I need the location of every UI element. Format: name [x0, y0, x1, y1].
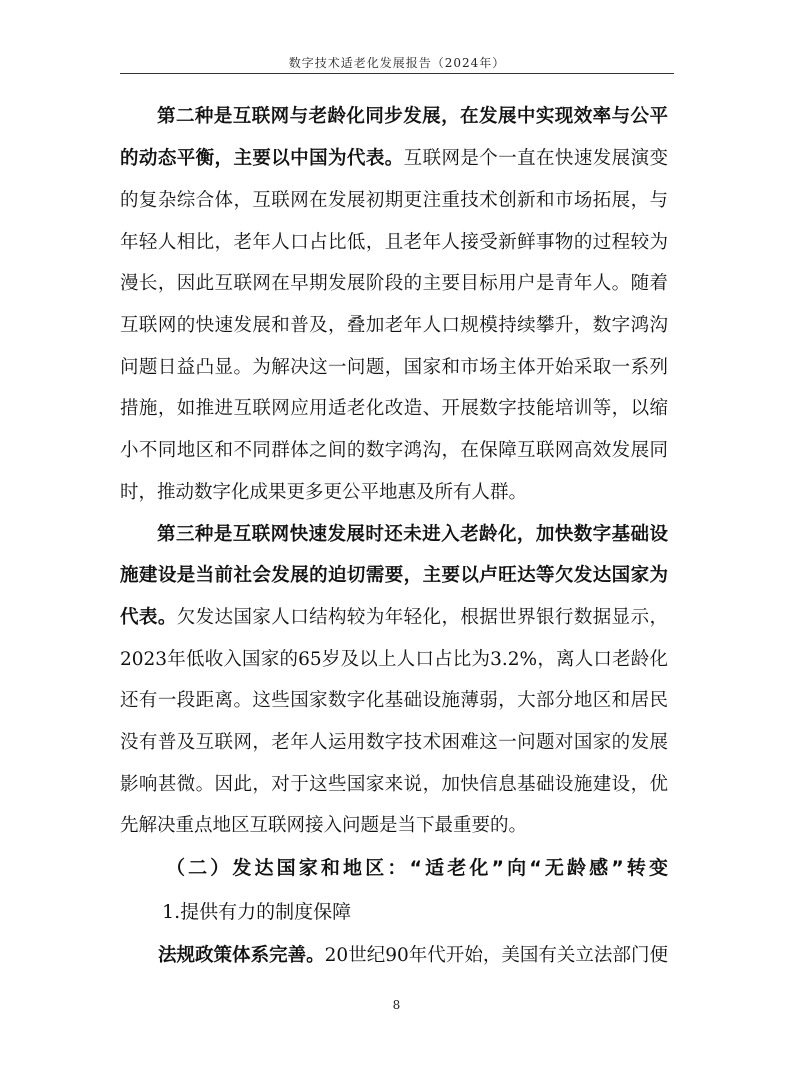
paragraph-1-line-1: 第二种是互联网与老龄化同步发展，在发展中实现效率与公平 [157, 106, 668, 127]
paragraph-1-bold-lead: 的动态平衡，主要以中国为代表。 [120, 148, 404, 169]
paragraph-3-line-1 [158, 947, 668, 966]
paragraph-3-bold-lead: 法规政策体系完善。 [158, 945, 325, 966]
paragraph-2-line-2: 施建设是当前社会发展的迫切需要，主要以卢旺达等欠发达国家为 [120, 565, 668, 586]
subheading: 1.提供有力的制度保障 [162, 901, 352, 923]
running-header: 数字技术适老化发展报告（2024年） [288, 56, 506, 70]
paragraph-2-line-1: 第三种是互联网快速发展时还未进入老龄化，加快数字基础设 [157, 524, 668, 545]
paragraph-1-line-2-text: 互联网是个一直在快速发展演变 [403, 148, 668, 169]
paragraph-1-line-10: 时，推动数字化成果更多更公平地惠及所有人群。 [120, 482, 528, 503]
paragraph-2-bold-lead: 代表。 [120, 607, 177, 628]
paragraph-2-line-3 [120, 609, 668, 628]
paragraph-2-line-5: 还有一段距离。这些国家数字化基础设施薄弱，大部分地区和居民 [120, 690, 668, 711]
paragraph-2-line-7: 影响甚微。因此，对于这些国家来说，加快信息基础设施建设，优 [120, 774, 668, 795]
paragraph-1-line-8: 措施，如推进互联网应用适老化改造、开展数字技能培训等，以缩 [120, 398, 668, 419]
paragraph-2-line-4: 2023年低收入国家的65岁及以上人口占比为3.2%，离人口老龄化 [120, 649, 668, 670]
paragraph-2-line-3-text: 欠发达国家人口结构较为年轻化，根据世界银行数据显示， [176, 607, 668, 628]
paragraph-1-line-3: 的复杂综合体，互联网在发展初期更注重技术创新和市场拓展，与 [120, 190, 668, 211]
paragraph-1-line-7: 问题日益凸显。为解决这一问题，国家和市场主体开始采取一系列 [120, 357, 668, 378]
paragraph-1-line-4: 年轻人相比，老年人口占比低，且老年人接受新鲜事物的过程较为 [120, 232, 668, 253]
paragraph-2-line-6: 没有普及互联网，老年人运用数字技术困难这一问题对国家的发展 [120, 732, 668, 753]
page-number: 8 [392, 998, 401, 1012]
paragraph-1-line-9: 小不同地区和不同群体之间的数字鸿沟，在保障互联网高效发展同 [120, 440, 668, 461]
paragraph-3-line-1-text: 20世纪90年代开始，美国有关立法部门便 [324, 945, 668, 966]
paragraph-2-line-8: 先解决重点地区互联网接入问题是当下最重要的。 [120, 815, 528, 836]
paragraph-1-line-6: 互联网的快速发展和普及，叠加老年人口规模持续攀升，数字鸿沟 [120, 315, 668, 336]
paragraph-1-line-2 [120, 150, 668, 169]
section-heading: （二）发达国家和地区：“适老化”向“无龄感”转变 [166, 857, 668, 879]
paragraph-1-line-5: 漫长，因此互联网在早期发展阶段的主要目标用户是青年人。随着 [120, 273, 668, 294]
header-divider [120, 73, 674, 74]
